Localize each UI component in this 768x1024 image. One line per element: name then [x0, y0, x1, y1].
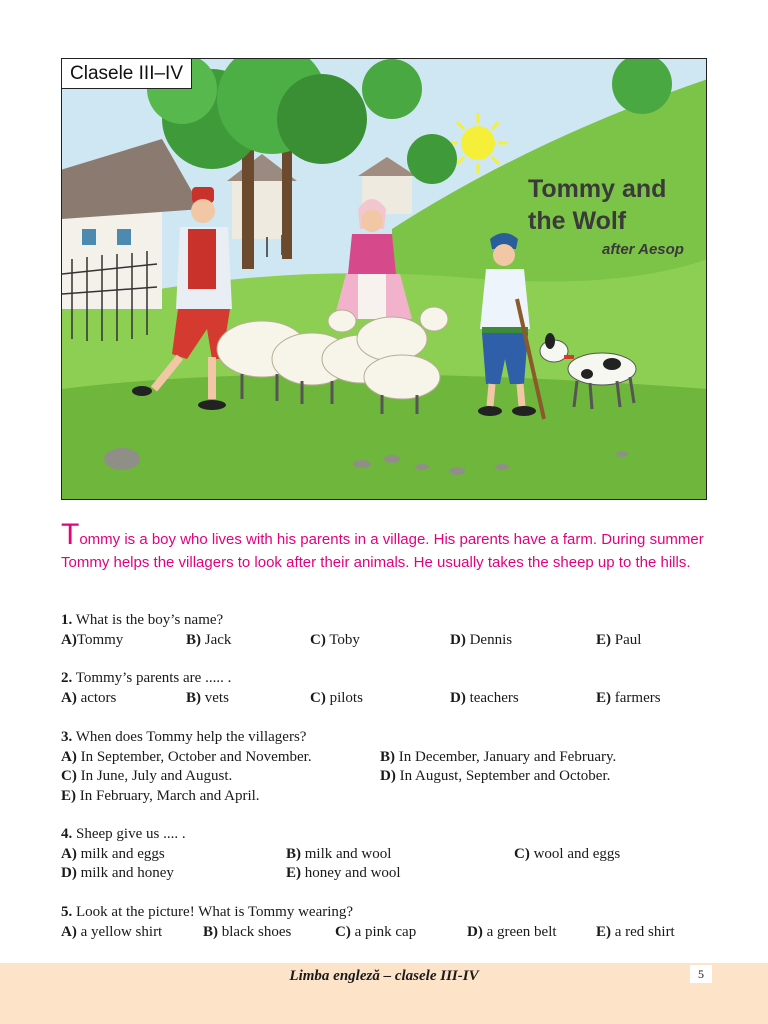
option-c[interactable]: C) In June, July and August. [61, 768, 233, 784]
options-row [61, 689, 741, 709]
question-5 [61, 903, 741, 942]
question-3 [61, 728, 741, 806]
option-d[interactable]: D) In August, September and October. [380, 768, 611, 784]
options-row [61, 864, 741, 884]
question-number: 5. [61, 904, 73, 920]
option-c[interactable]: C) wool and eggs [514, 845, 621, 862]
question-number: 4. [61, 826, 73, 842]
option-d[interactable]: D) Dennis [450, 631, 513, 648]
options-row [61, 767, 741, 787]
option-a[interactable]: A) milk and eggs [61, 845, 165, 862]
option-a[interactable]: A) a yellow shirt [61, 923, 163, 940]
options-row [61, 631, 741, 651]
option-d[interactable]: D) milk and honey [61, 865, 174, 881]
options-row [61, 787, 741, 807]
option-d[interactable]: D) teachers [450, 689, 519, 706]
question-number: 1. [61, 612, 73, 628]
village-scene-illustration [62, 59, 707, 500]
option-b[interactable]: B) milk and wool [286, 845, 392, 862]
option-a[interactable]: A)Tommy [61, 631, 124, 648]
question-text: Look at the picture! What is Tommy wearing? [76, 904, 354, 920]
option-b[interactable]: B) Jack [186, 631, 232, 648]
option-b[interactable]: B) In December, January and February. [380, 748, 617, 765]
option-c[interactable]: C) pilots [310, 689, 363, 706]
option-e[interactable]: E) farmers [596, 689, 661, 706]
drop-cap-letter: T [61, 518, 80, 551]
option-c[interactable]: C) a pink cap [335, 923, 417, 940]
option-a[interactable]: A) In September, October and November. [61, 748, 312, 765]
story-title [528, 173, 666, 237]
story-title-line2: the Wolf [528, 207, 627, 235]
question-2 [61, 669, 741, 708]
option-d[interactable]: D) a green belt [467, 923, 557, 940]
story-subtitle: after Aesop [602, 241, 684, 258]
story-title-line1: Tommy and [528, 175, 667, 203]
question-text: What is the boy’s name? [75, 612, 224, 628]
option-e[interactable]: E) In February, March and April. [61, 787, 260, 804]
question-number: 2. [61, 670, 73, 686]
option-a[interactable]: A) actors [61, 689, 117, 706]
option-b[interactable]: B) vets [186, 689, 229, 706]
option-c[interactable]: C) Toby [310, 631, 360, 648]
question-text: Sheep give us .... . [76, 826, 186, 842]
option-b[interactable]: B) black shoes [203, 923, 292, 940]
option-e[interactable]: E) honey and wool [286, 865, 401, 881]
question-text: Tommy’s parents are ..... . [75, 670, 232, 686]
question-text: When does Tommy help the villagers? [75, 729, 307, 745]
question-1 [61, 611, 741, 650]
page-number: 5 [690, 965, 712, 983]
question-number: 3. [61, 729, 73, 745]
options-row [61, 923, 741, 943]
sun-icon [448, 113, 508, 173]
footer-title: Limba engleză – clasele III-IV [289, 968, 479, 984]
intro-paragraph [61, 518, 711, 574]
options-row [61, 845, 741, 865]
page-footer [0, 963, 768, 1024]
options-row [61, 748, 741, 768]
intro-text: ommy is a boy who lives with his parents in a village. His parents have a farm. During summer Tommy helps the villagers to look after their animals. He usually takes the sheep up to the hills. [61, 531, 704, 571]
question-4 [61, 825, 741, 884]
option-e[interactable]: E) a red shirt [596, 923, 675, 940]
story-illustration [61, 58, 707, 500]
option-e[interactable]: E) Paul [596, 631, 642, 648]
grade-label: Clasele III–IV [62, 59, 192, 89]
